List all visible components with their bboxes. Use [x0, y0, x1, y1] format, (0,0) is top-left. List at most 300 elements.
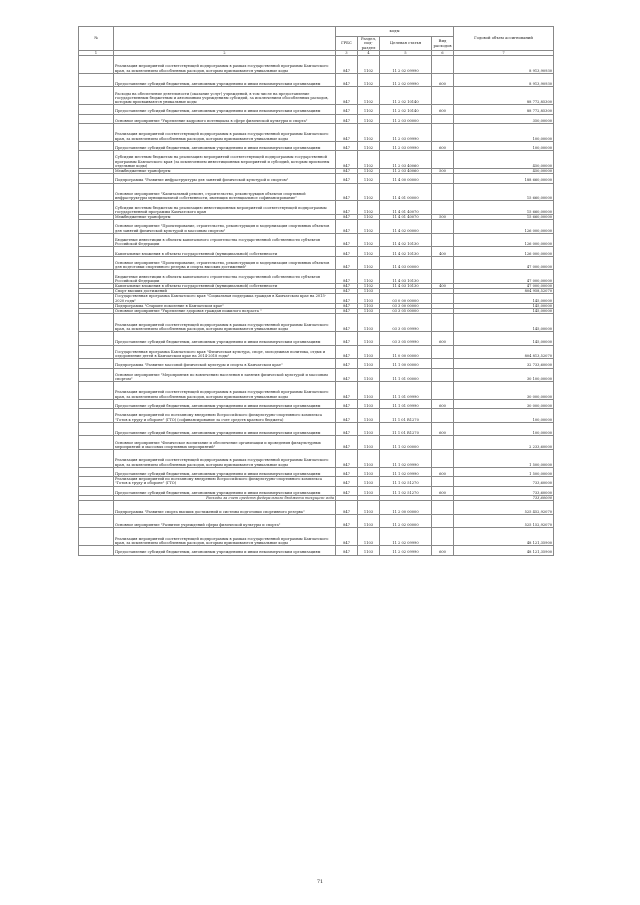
table-row — [79, 87, 554, 105]
column-number: 5 — [380, 51, 432, 56]
row-target-article: 11 4 01 40070 — [380, 201, 432, 215]
row-grbs: 847 — [336, 436, 358, 450]
row-amount: 733,60000 — [454, 477, 554, 486]
row-target-article: 11 1 00 00000 — [380, 359, 432, 368]
row-grbs: 847 — [336, 87, 358, 105]
row-grbs: 847 — [336, 409, 358, 423]
row-target-article: 11 4 02 10130 — [380, 233, 432, 247]
header-name — [114, 27, 336, 51]
table-row — [79, 114, 554, 123]
row-section: 1103 — [358, 422, 380, 436]
row-amount: 30 100,00000 — [454, 368, 554, 382]
row-name: Реализация мероприятий соответствующей подпрограммы в рамках государственной программы Камчатского края, за исключением обособленных расходов, которым присваиваются уникальные коды — [114, 56, 336, 74]
row-expense-kind: 600 — [432, 399, 454, 408]
row-name: Предоставление субсидий бюджетным, автономным учреждениям и иным некоммерческим организациям — [114, 399, 336, 408]
row-amount: 32 733,60000 — [454, 359, 554, 368]
row-grbs: 847 — [336, 123, 358, 141]
row-grbs: 847 — [336, 368, 358, 382]
row-number — [79, 247, 114, 256]
row-section: 1103 — [358, 368, 380, 382]
table-row — [79, 436, 554, 450]
row-amount: 88 772,85300 — [454, 105, 554, 114]
row-name: Предоставление субсидий бюджетным, автономным учреждениям и иным некоммерческим организациям — [114, 105, 336, 114]
row-section: 1103 — [358, 528, 380, 546]
table-row — [79, 345, 554, 359]
row-target-article: 03 3 05 09990 — [380, 314, 432, 332]
row-target-article: 11 1 02 51270 — [380, 477, 432, 486]
row-name: Капитальные вложения в объекты государственной (муниципальной) собственности — [114, 247, 336, 256]
row-section: 1103 — [358, 436, 380, 450]
row-section: 1103 — [358, 289, 380, 294]
row-section: 1103 — [358, 308, 380, 313]
row-amount: 100,00000 — [454, 141, 554, 150]
row-name: Межбюджетные трансферты — [114, 168, 336, 173]
table-row — [79, 528, 554, 546]
row-amount: 1 500,00000 — [454, 467, 554, 476]
row-target-article: 11 4 01 40070 — [380, 214, 432, 219]
row-grbs: 847 — [336, 303, 358, 308]
row-number — [79, 201, 114, 215]
row-expense-kind: 500 — [432, 214, 454, 219]
row-section: 1103 — [358, 314, 380, 332]
table-row — [79, 546, 554, 555]
table-row — [79, 105, 554, 114]
table-row — [79, 141, 554, 150]
row-grbs: 847 — [336, 56, 358, 74]
row-target-article: 11 4 00 00000 — [380, 174, 432, 183]
row-expense-kind — [432, 314, 454, 332]
row-number — [79, 467, 114, 476]
column-number: 4 — [358, 51, 380, 56]
row-name: Субсидии местным бюджетам на реализацию инвестиционных мероприятий соответствующей подпрограммы государственной программы Камчатского края — [114, 201, 336, 215]
row-section: 1102 — [358, 56, 380, 74]
row-name: Межбюджетные трансферты — [114, 214, 336, 219]
row-expense-kind — [432, 477, 454, 486]
row-amount: 8 913,90930 — [454, 56, 554, 74]
row-amount: 450,00000 — [454, 168, 554, 173]
row-grbs: 847 — [336, 214, 358, 219]
header-grbs: ГРБС — [336, 37, 358, 51]
row-expense-kind — [432, 382, 454, 400]
row-name: Основное мероприятие "Физическое воспитание и обеспечение организации и проведения физкультурных мероприятий и массовых спортивных мероприятий" — [114, 436, 336, 450]
row-expense-kind: 600 — [432, 546, 454, 555]
header-codes: коды — [336, 27, 454, 37]
row-grbs: 847 — [336, 73, 358, 87]
row-amount: 525 452,92070 — [454, 501, 554, 515]
header-section: Раздел, под-раздел — [358, 37, 380, 51]
table-row — [79, 123, 554, 141]
row-section: 1102 — [358, 123, 380, 141]
row-number — [79, 528, 114, 546]
row-grbs: 847 — [336, 514, 358, 528]
row-name: Субсидии местным бюджетам на реализацию мероприятий соответствующей подпрограммы государственной программы Камчатского края (за исключением инвестиционных мероприятий и субсидий, которым присвоены отдельные коды) — [114, 151, 336, 169]
row-section: 1102 — [358, 270, 380, 284]
row-expense-kind: 400 — [432, 247, 454, 256]
budget-table — [78, 26, 554, 556]
row-amount: 804 958,52070 — [454, 289, 554, 294]
row-grbs: 847 — [336, 331, 358, 345]
row-grbs: 847 — [336, 546, 358, 555]
column-number: 6 — [432, 51, 454, 56]
row-expense-kind: 400 — [432, 283, 454, 288]
row-name: Реализация мероприятий соответствующей подпрограммы в рамках государственной программы Камчатского края, за исключением обособленных расходов, которым присваиваются уникальные коды — [114, 314, 336, 332]
row-amount: 126 000,00000 — [454, 233, 554, 247]
row-section: 1103 — [358, 546, 380, 555]
row-grbs: 847 — [336, 501, 358, 515]
row-target-article: 11 1 02 09990 — [380, 467, 432, 476]
row-target-article: 11 4 03 10130 — [380, 270, 432, 284]
row-section: 1102 — [358, 283, 380, 288]
row-target-article: 03 0 00 00000 — [380, 294, 432, 303]
row-grbs: 847 — [336, 450, 358, 468]
row-amount: 47 000,00000 — [454, 283, 554, 288]
row-grbs: 847 — [336, 233, 358, 247]
row-expense-kind — [432, 123, 454, 141]
row-target-article: 03 3 05 09990 — [380, 331, 432, 345]
row-number — [79, 359, 114, 368]
row-amount: 48 121,35900 — [454, 528, 554, 546]
row-target-article: 11 2 02 00000 — [380, 514, 432, 528]
row-grbs: 847 — [336, 105, 358, 114]
row-section: 1103 — [358, 345, 380, 359]
row-amount: 804 813,52070 — [454, 345, 554, 359]
row-name: Основное мероприятие "Проектирование, строительство, реконструкция и модернизация спортивных объектов для занятий физической культурой и массовым спортом" — [114, 220, 336, 234]
row-target-article: 11 1 01 R1270 — [380, 409, 432, 423]
row-name: Подпрограмма "Старшее поколение в Камчатском крае" — [114, 303, 336, 308]
row-number — [79, 422, 114, 436]
row-target-article: 11 2 03 40060 — [380, 168, 432, 173]
row-amount: 145,00000 — [454, 294, 554, 303]
row-expense-kind — [432, 501, 454, 515]
row-name: Бюджетные инвестиции в объекты капитального строительства государственной собственности субъектов Российской Федерации — [114, 233, 336, 247]
row-number — [79, 368, 114, 382]
table-row — [79, 256, 554, 270]
row-name: Предоставление субсидий бюджетным, автономным учреждениям и иным некоммерческим организациям — [114, 141, 336, 150]
row-name: Предоставление субсидий бюджетным, автономным учреждениям и иным некоммерческим организациям — [114, 486, 336, 495]
row-amount: 733,60000 — [454, 496, 554, 501]
row-number — [79, 331, 114, 345]
table-row — [79, 477, 554, 486]
row-grbs: 847 — [336, 477, 358, 486]
table-row — [79, 201, 554, 215]
row-number — [79, 546, 114, 555]
row-section: 1102 — [358, 87, 380, 105]
row-expense-kind: 600 — [432, 73, 454, 87]
row-section: 1102 — [358, 174, 380, 183]
row-name: Государственная программа Камчатского края "Социальная поддержка граждан в Камчатском крае на 2015-2020 годы" — [114, 294, 336, 303]
row-amount: 1 500,00000 — [454, 450, 554, 468]
row-section: 1103 — [358, 514, 380, 528]
row-number — [79, 73, 114, 87]
row-number — [79, 436, 114, 450]
row-number — [79, 450, 114, 468]
row-expense-kind — [432, 409, 454, 423]
row-section: 1102 — [358, 141, 380, 150]
table-row — [79, 450, 554, 468]
row-name: Реализация мероприятий соответствующей подпрограммы в рамках государственной программы Камчатского края, за исключением обособленных расходов, которым присваиваются уникальные коды — [114, 123, 336, 141]
row-amount: 30 000,00000 — [454, 382, 554, 400]
row-number — [79, 514, 114, 528]
row-expense-kind — [432, 450, 454, 468]
row-grbs: 847 — [336, 382, 358, 400]
row-target-article: 11 1 02 09990 — [380, 450, 432, 468]
header-annual-volume: Годовой объем ассигнований — [454, 27, 554, 51]
row-expense-kind — [432, 201, 454, 215]
row-amount: 145,00000 — [454, 314, 554, 332]
row-name: Предоставление субсидий бюджетным, автономным учреждениям и иным некоммерческим организациям — [114, 467, 336, 476]
row-number — [79, 314, 114, 332]
row-amount: 145,00000 — [454, 303, 554, 308]
row-section: 1103 — [358, 359, 380, 368]
row-target-article: 11 1 02 51270 — [380, 486, 432, 495]
row-expense-kind — [432, 56, 454, 74]
row-name: Подпрограмма "Развитие инфраструктуры для занятий физической культурой и спортом" — [114, 174, 336, 183]
row-expense-kind — [432, 183, 454, 201]
row-expense-kind — [432, 436, 454, 450]
row-target-article: 11 2 03 09990 — [380, 141, 432, 150]
row-name: Реализация мероприятий по поэтапному внедрению Всероссийского физкультурно-спортивного комплекса "Готов к труду и обороне" (ГТО) (софинансирование за счет средств краевого бюджета) — [114, 409, 336, 423]
row-target-article: 11 1 01 00000 — [380, 368, 432, 382]
table-row — [79, 467, 554, 476]
row-number — [79, 399, 114, 408]
table-row — [79, 422, 554, 436]
table-row — [79, 294, 554, 303]
row-name: Реализация мероприятий соответствующей подпрограммы в рамках государственной программы Камчатского края, за исключением обособленных расходов, которым присваиваются уникальные коды — [114, 528, 336, 546]
row-amount: 126 000,00000 — [454, 247, 554, 256]
row-section: 1102 — [358, 168, 380, 173]
row-section: 1102 — [358, 151, 380, 169]
row-section: 1103 — [358, 409, 380, 423]
row-target-article: 11 2 02 10140 — [380, 105, 432, 114]
row-target-article: 11 2 00 00000 — [380, 501, 432, 515]
row-expense-kind: 500 — [432, 168, 454, 173]
row-number — [79, 382, 114, 400]
row-target-article: 11 1 01 09990 — [380, 399, 432, 408]
row-amount: 15 660,00000 — [454, 183, 554, 201]
row-target-article: 11 1 02 00000 — [380, 436, 432, 450]
row-section: 1103 — [358, 467, 380, 476]
row-grbs: 847 — [336, 467, 358, 476]
row-number — [79, 256, 114, 270]
row-number — [79, 486, 114, 495]
row-expense-kind — [432, 368, 454, 382]
row-grbs: 847 — [336, 399, 358, 408]
table-row — [79, 270, 554, 284]
row-grbs: 847 — [336, 294, 358, 303]
row-target-article: 11 2 03 40060 — [380, 151, 432, 169]
row-expense-kind: 600 — [432, 486, 454, 495]
row-grbs: 847 — [336, 359, 358, 368]
row-expense-kind: 600 — [432, 105, 454, 114]
row-amount: 2 233,60000 — [454, 436, 554, 450]
row-expense-kind: 600 — [432, 331, 454, 345]
table-row — [79, 331, 554, 345]
row-section: 1103 — [358, 450, 380, 468]
row-amount: 188 660,00000 — [454, 174, 554, 183]
row-amount: 100,00000 — [454, 123, 554, 141]
row-name: Основное мероприятие "Мероприятия по вовлечению населения в занятия физической культурой и массовым спортом" — [114, 368, 336, 382]
row-name: Реализация мероприятий соответствующей подпрограммы в рамках государственной программы Камчатского края, за исключением обособленных расходов, которым присваиваются уникальные коды — [114, 450, 336, 468]
table-row — [79, 382, 554, 400]
row-grbs: 847 — [336, 283, 358, 288]
row-grbs: 847 — [336, 168, 358, 173]
row-section: 1103 — [358, 294, 380, 303]
row-name: Бюджетные инвестиции в объекты капитального строительства государственной собственности субъектов Российской Федерации — [114, 270, 336, 284]
row-amount: 100,00000 — [454, 409, 554, 423]
table-row — [79, 314, 554, 332]
row-number — [79, 174, 114, 183]
row-target-article: 11 2 02 09990 — [380, 73, 432, 87]
table-row — [79, 220, 554, 234]
table-row — [79, 359, 554, 368]
row-name: Основное мероприятие "Укрепление здоровья граждан пожилого возраста " — [114, 308, 336, 313]
row-name: Основное мероприятие "Проектирование, строительство, реконструкция и модернизация спортивных объектов для подготовки спортивного резерва и спорта высоких достижений" — [114, 256, 336, 270]
table-row — [79, 151, 554, 169]
row-expense-kind: 600 — [432, 422, 454, 436]
page-number: 71 — [316, 879, 324, 885]
row-target-article: 11 2 02 09990 — [380, 546, 432, 555]
row-name: Основное мероприятие "Укрепление кадрового потенциала в сфере физической культуры и спорта" — [114, 114, 336, 123]
row-target-article: 11 2 03 00000 — [380, 114, 432, 123]
row-target-article: 11 4 02 10130 — [380, 247, 432, 256]
row-grbs: 847 — [336, 314, 358, 332]
row-grbs: 847 — [336, 220, 358, 234]
row-grbs: 847 — [336, 422, 358, 436]
row-grbs: 847 — [336, 308, 358, 313]
row-grbs: 847 — [336, 256, 358, 270]
row-name: Предоставление субсидий бюджетным, автономным учреждениям и иным некоммерческим организациям — [114, 73, 336, 87]
row-target-article: 11 2 02 10140 — [380, 87, 432, 105]
row-expense-kind — [432, 359, 454, 368]
row-amount: 450,00000 — [454, 151, 554, 169]
row-amount: 88 772,85300 — [454, 87, 554, 105]
row-grbs: 847 — [336, 114, 358, 123]
row-section: 1102 — [358, 114, 380, 123]
row-expense-kind — [432, 220, 454, 234]
row-target-article: 11 4 01 00000 — [380, 183, 432, 201]
row-name: Основное мероприятие "Развитие учреждений сферы физической культуры и спорта" — [114, 514, 336, 528]
row-section: 1102 — [358, 220, 380, 234]
row-target-article: 11 0 00 00000 — [380, 345, 432, 359]
row-amount: 48 121,35900 — [454, 546, 554, 555]
table-row — [79, 409, 554, 423]
row-amount: 145,00000 — [454, 308, 554, 313]
row-grbs: 847 — [336, 345, 358, 359]
row-target-article: 11 2 02 09990 — [380, 528, 432, 546]
row-name: Предоставление субсидий бюджетным, автономным учреждениям и иным некоммерческим организациям — [114, 422, 336, 436]
table-body — [79, 56, 554, 556]
row-amount: 733,60000 — [454, 486, 554, 495]
row-expense-kind — [432, 233, 454, 247]
row-section: 1102 — [358, 247, 380, 256]
row-name: Спорт высших достижений — [114, 289, 336, 294]
row-grbs: 847 — [336, 270, 358, 284]
row-expense-kind — [432, 294, 454, 303]
row-section: 1103 — [358, 486, 380, 495]
row-expense-kind — [432, 270, 454, 284]
row-grbs: 847 — [336, 174, 358, 183]
row-target-article: 11 2 03 09990 — [380, 123, 432, 141]
row-expense-kind — [432, 514, 454, 528]
table-row — [79, 183, 554, 201]
row-grbs: 847 — [336, 486, 358, 495]
row-amount: 8 913,90930 — [454, 73, 554, 87]
row-name: Реализация мероприятий по поэтапному внедрению Всероссийского физкультурно-спортивного комплекса "Готов к труду и обороне" (ГТО) — [114, 477, 336, 486]
row-name: Предоставление субсидий бюджетным, автономным учреждениям и иным некоммерческим организациям — [114, 331, 336, 345]
row-number — [79, 270, 114, 284]
row-grbs: 847 — [336, 528, 358, 546]
table-row — [79, 486, 554, 495]
row-amount: 47 000,00000 — [454, 270, 554, 284]
row-number — [79, 409, 114, 423]
row-number — [79, 183, 114, 201]
table-row — [79, 501, 554, 515]
row-number — [79, 151, 114, 169]
row-section: 1103 — [358, 331, 380, 345]
row-expense-kind — [432, 114, 454, 123]
table-row — [79, 233, 554, 247]
row-number — [79, 477, 114, 486]
row-name: Подпрограмма "Развитие массовой физической культуры и спорта в Камчатском крае" — [114, 359, 336, 368]
row-section: 1102 — [358, 201, 380, 215]
row-section: 1102 — [358, 183, 380, 201]
row-number — [79, 56, 114, 74]
column-number: 3 — [336, 51, 358, 56]
row-section: 1103 — [358, 303, 380, 308]
row-name: Расходы на обеспечение деятельности (оказание услуг) учреждений, в том числе на предоставление государственным бюджетным и автономным учреждениям субсидий, за исключением обособленных расходов, которым присваиваются уникальные коды — [114, 87, 336, 105]
column-number: 1 — [79, 51, 114, 56]
table-row — [79, 56, 554, 74]
row-amount: 15 660,00000 — [454, 201, 554, 215]
row-target-article: 11 2 02 09990 — [380, 56, 432, 74]
table-row — [79, 514, 554, 528]
row-expense-kind — [432, 87, 454, 105]
row-section: 1103 — [358, 382, 380, 400]
row-grbs: 847 — [336, 183, 358, 201]
row-number — [79, 114, 114, 123]
row-section: 1102 — [358, 105, 380, 114]
table-row — [79, 368, 554, 382]
row-amount: 525 152,92070 — [454, 514, 554, 528]
column-number: 7 — [454, 51, 554, 56]
row-number — [79, 294, 114, 303]
row-expense-kind: 600 — [432, 141, 454, 150]
header-target-article: Целевая статья — [380, 37, 432, 51]
table-row — [79, 247, 554, 256]
row-amount: 350,00000 — [454, 114, 554, 123]
row-number — [79, 123, 114, 141]
row-amount: 15 660,00000 — [454, 214, 554, 219]
row-amount: 100,00000 — [454, 422, 554, 436]
row-name: Расходы за счет средств федерального бюджета текущего года — [114, 496, 336, 501]
row-expense-kind — [432, 256, 454, 270]
row-number — [79, 501, 114, 515]
row-name: Предоставление субсидий бюджетным, автономным учреждениям и иным некоммерческим организациям — [114, 546, 336, 555]
row-grbs: 847 — [336, 201, 358, 215]
row-target-article: 11 4 03 00000 — [380, 256, 432, 270]
row-section: 1103 — [358, 477, 380, 486]
row-grbs: 847 — [336, 151, 358, 169]
row-target-article: 03 3 00 00000 — [380, 303, 432, 308]
row-grbs: 847 — [336, 141, 358, 150]
row-number — [79, 233, 114, 247]
row-name: Капитальные вложения в объекты государственной (муниципальной) собственности — [114, 283, 336, 288]
row-target-article: 03 3 05 00000 — [380, 308, 432, 313]
row-expense-kind — [432, 151, 454, 169]
row-section: 1103 — [358, 399, 380, 408]
row-section: 1103 — [358, 501, 380, 515]
row-number — [79, 220, 114, 234]
